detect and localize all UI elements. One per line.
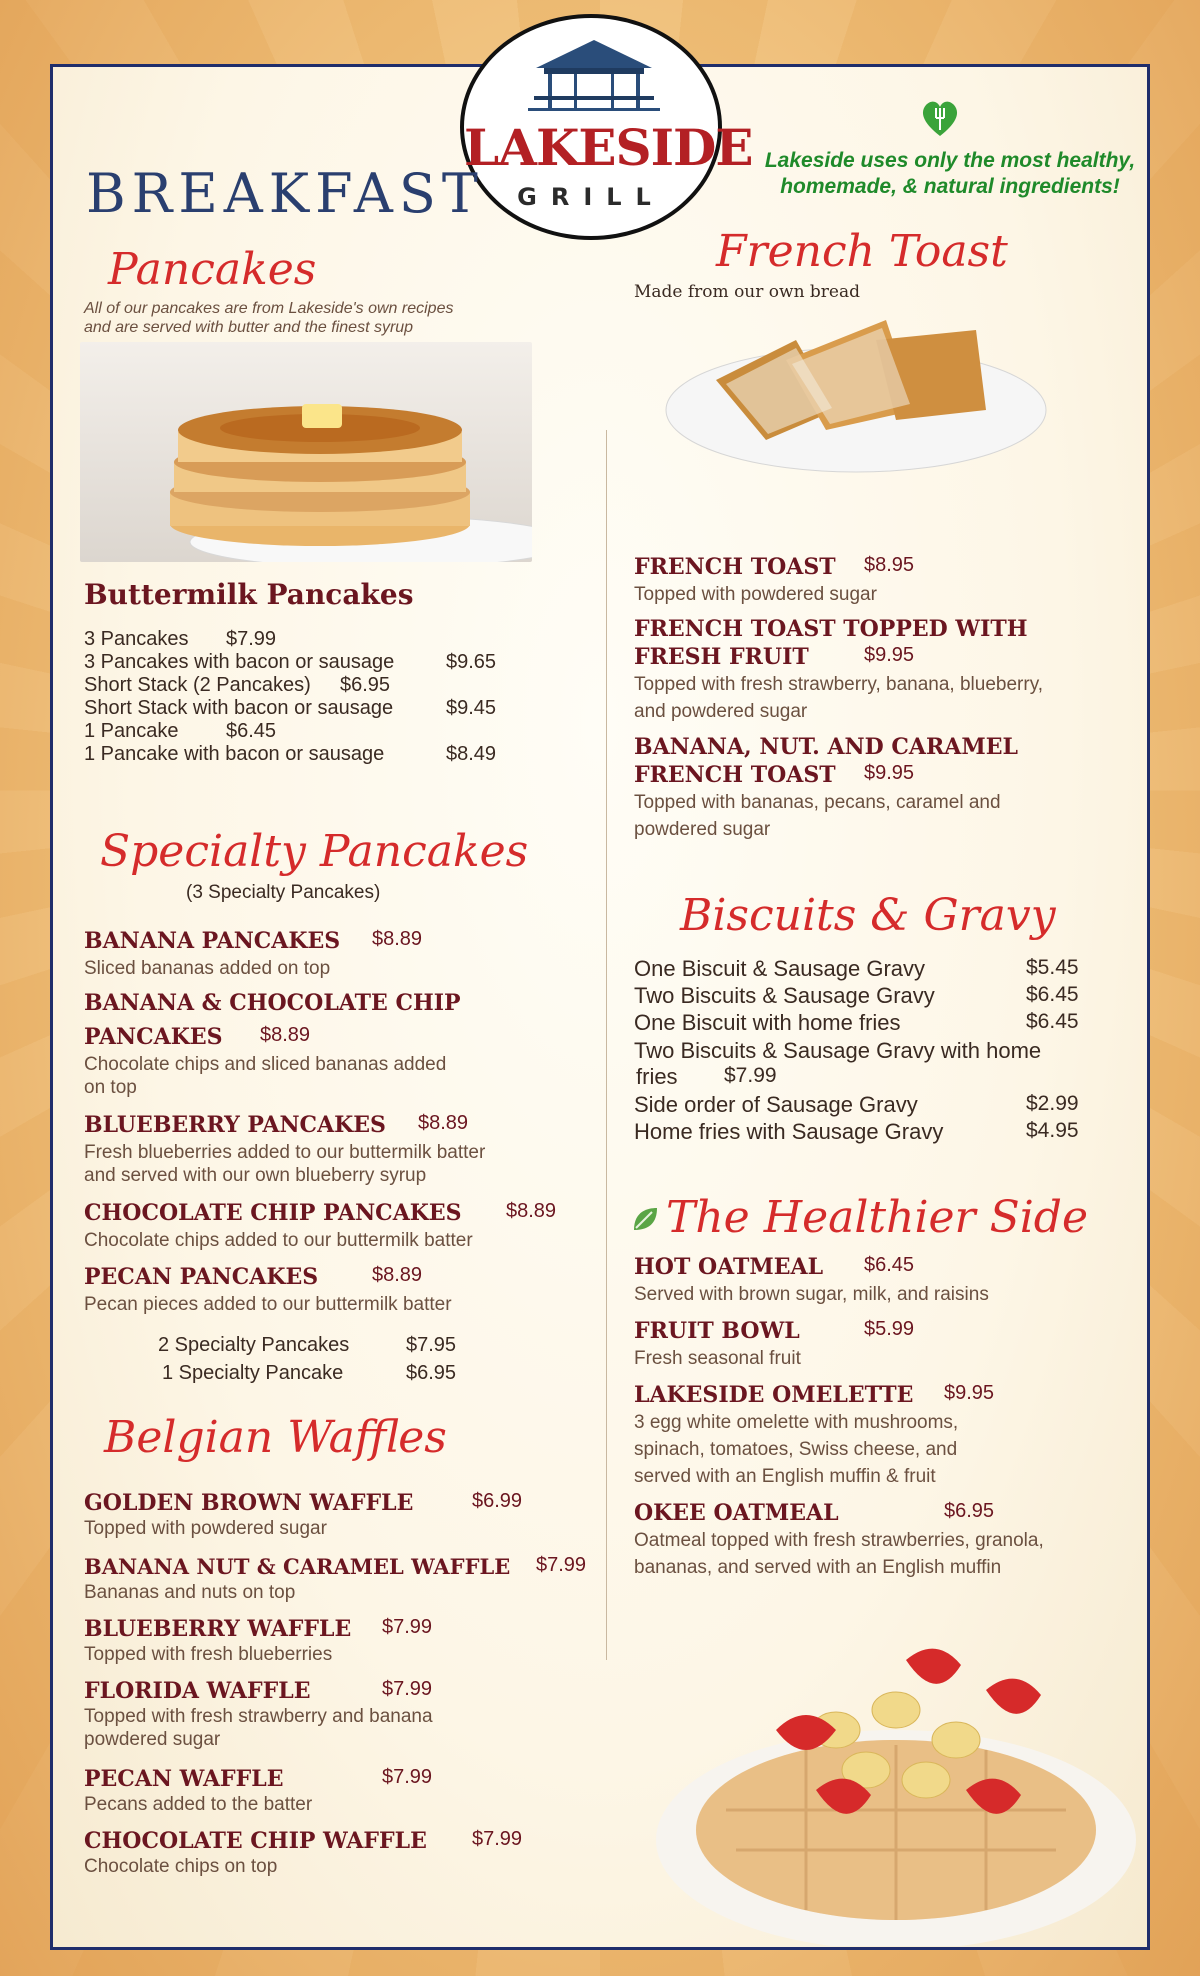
price: $7.99	[382, 1766, 433, 1788]
item-desc: Topped with powdered sugar	[634, 584, 877, 605]
item-desc: Topped with bananas, pecans, caramel and	[634, 792, 1001, 813]
price: $7.99	[382, 1678, 433, 1700]
item-desc: spinach, tomatoes, Swiss cheese, and	[634, 1439, 958, 1460]
waffle-illustration	[606, 1620, 1146, 1946]
price: $9.95	[864, 644, 915, 666]
item-name: BLUEBERRY PANCAKES	[84, 1112, 386, 1138]
item-desc: Topped with fresh blueberries	[84, 1644, 333, 1665]
item-name: GOLDEN BROWN WAFFLE	[84, 1490, 414, 1516]
list-item: fries	[636, 1064, 678, 1089]
item-name: BLUEBERRY WAFFLE	[84, 1616, 352, 1642]
list-item: 1 Pancake with bacon or sausage	[84, 743, 385, 765]
price: $8.89	[372, 928, 423, 950]
list-item: 3 Pancakes	[84, 628, 189, 650]
price: $7.99	[382, 1616, 433, 1638]
heart-fork-icon	[918, 96, 962, 140]
list-item: 2 Specialty Pancakes	[158, 1334, 350, 1356]
tagline: Lakeside uses only the most healthy, homemade, & natural ingredients!	[764, 149, 1136, 198]
logo-word: LAKESIDE	[464, 118, 753, 177]
item-desc: 3 egg white omelette with mushrooms,	[634, 1412, 959, 1433]
item-name: BANANA, NUT. AND CARAMEL	[634, 734, 1018, 760]
item-desc: Fresh seasonal fruit	[634, 1348, 801, 1369]
logo-sub: GRILL	[517, 183, 665, 211]
price: $6.45	[1026, 983, 1079, 1006]
item-name: PECAN WAFFLE	[84, 1766, 284, 1792]
item-desc: Chocolate chips on top	[84, 1856, 278, 1877]
item-name: FRENCH TOAST TOPPED WITH	[634, 616, 1028, 642]
list-item: 1 Pancake	[84, 720, 179, 742]
french-toast-illustration	[656, 300, 1056, 480]
item-name: FRENCH TOAST	[634, 554, 836, 580]
item-desc: powdered sugar	[634, 819, 771, 840]
buttermilk-heading: Buttermilk Pancakes	[84, 578, 414, 611]
price: $2.99	[1026, 1092, 1079, 1115]
item-desc: Served with brown sugar, milk, and raisins	[634, 1284, 989, 1305]
pancake-stack-illustration	[80, 342, 532, 562]
price: $6.95	[406, 1362, 457, 1384]
list-item: One Biscuit with home fries	[634, 1010, 901, 1035]
page-title: BREAKFAST	[86, 162, 484, 225]
item-desc: powdered sugar	[84, 1729, 221, 1750]
item-name: BANANA NUT & CARAMEL WAFFLE	[84, 1554, 511, 1579]
item-desc: and served with our own blueberry syrup	[84, 1165, 427, 1186]
pancakes-heading: Pancakes	[108, 244, 317, 295]
item-desc: Bananas and nuts on top	[84, 1582, 296, 1603]
column-divider	[606, 430, 607, 1660]
french-toast-note: Made from our own bread	[634, 282, 861, 302]
pancakes-photo	[80, 342, 532, 562]
price: $5.45	[1026, 956, 1079, 979]
list-item: 1 Specialty Pancake	[162, 1362, 344, 1384]
item-desc: and powdered sugar	[634, 701, 808, 722]
list-item: Short Stack with bacon or sausage	[84, 697, 394, 719]
item-desc: Fresh blueberries added to our buttermilk batter	[84, 1142, 486, 1163]
price: $5.99	[864, 1318, 915, 1340]
item-desc: Pecan pieces added to our buttermilk batter	[84, 1294, 452, 1315]
price: $6.95	[340, 674, 391, 696]
item-name: HOT OATMEAL	[634, 1254, 824, 1280]
list-item: Side order of Sausage Gravy	[634, 1092, 918, 1117]
list-item: 3 Pancakes with bacon or sausage	[84, 651, 395, 673]
item-name: CHOCOLATE CHIP WAFFLE	[84, 1828, 427, 1854]
item-name: PECAN PANCAKES	[84, 1264, 319, 1290]
price: $9.95	[944, 1382, 995, 1404]
item-name: FLORIDA WAFFLE	[84, 1678, 311, 1704]
price: $7.99	[724, 1064, 777, 1087]
list-item: Two Biscuits & Sausage Gravy with home	[634, 1038, 1042, 1063]
price: $7.99	[226, 628, 277, 650]
item-desc: Chocolate chips and sliced bananas added	[84, 1054, 447, 1075]
healthier-heading: The Healthier Side	[666, 1192, 1088, 1243]
french-toast-photo	[656, 300, 1056, 480]
price: $6.45	[1026, 1010, 1079, 1033]
item-name: OKEE OATMEAL	[634, 1500, 839, 1526]
item-desc: served with an English muffin & fruit	[634, 1466, 936, 1487]
price: $8.89	[260, 1024, 311, 1046]
price: $9.45	[446, 697, 497, 719]
waffle-photo	[606, 1620, 1146, 1946]
price: $9.65	[446, 651, 497, 673]
item-desc: bananas, and served with an English muffin	[634, 1557, 1002, 1578]
list-item: One Biscuit & Sausage Gravy	[634, 956, 926, 981]
leaf-icon	[630, 1204, 660, 1234]
item-desc: Chocolate chips added to our buttermilk batter	[84, 1230, 473, 1251]
item-name: FRESH FRUIT	[634, 644, 809, 670]
item-name: FRUIT BOWL	[634, 1318, 800, 1344]
item-desc: Topped with powdered sugar	[84, 1518, 327, 1539]
price: $8.89	[506, 1200, 557, 1222]
lakeside-grill-logo	[460, 14, 753, 240]
item-name: PANCAKES	[84, 1024, 223, 1050]
specialty-heading: Specialty Pancakes	[100, 826, 529, 877]
item-desc: Oatmeal topped with fresh strawberries, granola,	[634, 1530, 1044, 1551]
price: $6.45	[864, 1254, 915, 1276]
item-name: LAKESIDE OMELETTE	[634, 1382, 914, 1408]
pancakes-note-line1: All of our pancakes are from Lakeside's own recipes	[84, 300, 454, 317]
pancakes-note-line2: and are served with butter and the finest syrup	[84, 319, 414, 336]
price: $6.45	[226, 720, 277, 742]
item-desc: Topped with fresh strawberry and banana	[84, 1706, 433, 1727]
item-name: BANANA PANCAKES	[84, 928, 341, 954]
item-desc: Topped with fresh strawberry, banana, blueberry,	[634, 674, 1044, 695]
list-item: Short Stack (2 Pancakes)	[84, 674, 311, 696]
gazebo-icon	[524, 36, 664, 116]
price: $8.95	[864, 554, 915, 576]
biscuits-heading: Biscuits & Gravy	[680, 890, 1056, 941]
item-name: FRENCH TOAST	[634, 762, 836, 788]
item-desc: on top	[84, 1077, 137, 1098]
item-name: CHOCOLATE CHIP PANCAKES	[84, 1200, 462, 1226]
price: $8.49	[446, 743, 497, 765]
price: $8.89	[418, 1112, 469, 1134]
price: $6.99	[472, 1490, 523, 1512]
price: $4.95	[1026, 1119, 1079, 1142]
list-item: Two Biscuits & Sausage Gravy	[634, 983, 935, 1008]
price: $9.95	[864, 762, 915, 784]
price: $7.95	[406, 1334, 457, 1356]
price: $7.99	[472, 1828, 523, 1850]
waffles-heading: Belgian Waffles	[104, 1412, 447, 1463]
price: $7.99	[536, 1554, 587, 1576]
item-name: BANANA & CHOCOLATE CHIP	[84, 990, 461, 1016]
specialty-sub: (3 Specialty Pancakes)	[186, 882, 381, 903]
item-desc: Pecans added to the batter	[84, 1794, 313, 1815]
price: $8.89	[372, 1264, 423, 1286]
price: $6.95	[944, 1500, 995, 1522]
item-desc: Sliced bananas added on top	[84, 958, 331, 979]
french-toast-heading: French Toast	[716, 226, 1008, 277]
list-item: Home fries with Sausage Gravy	[634, 1119, 944, 1144]
